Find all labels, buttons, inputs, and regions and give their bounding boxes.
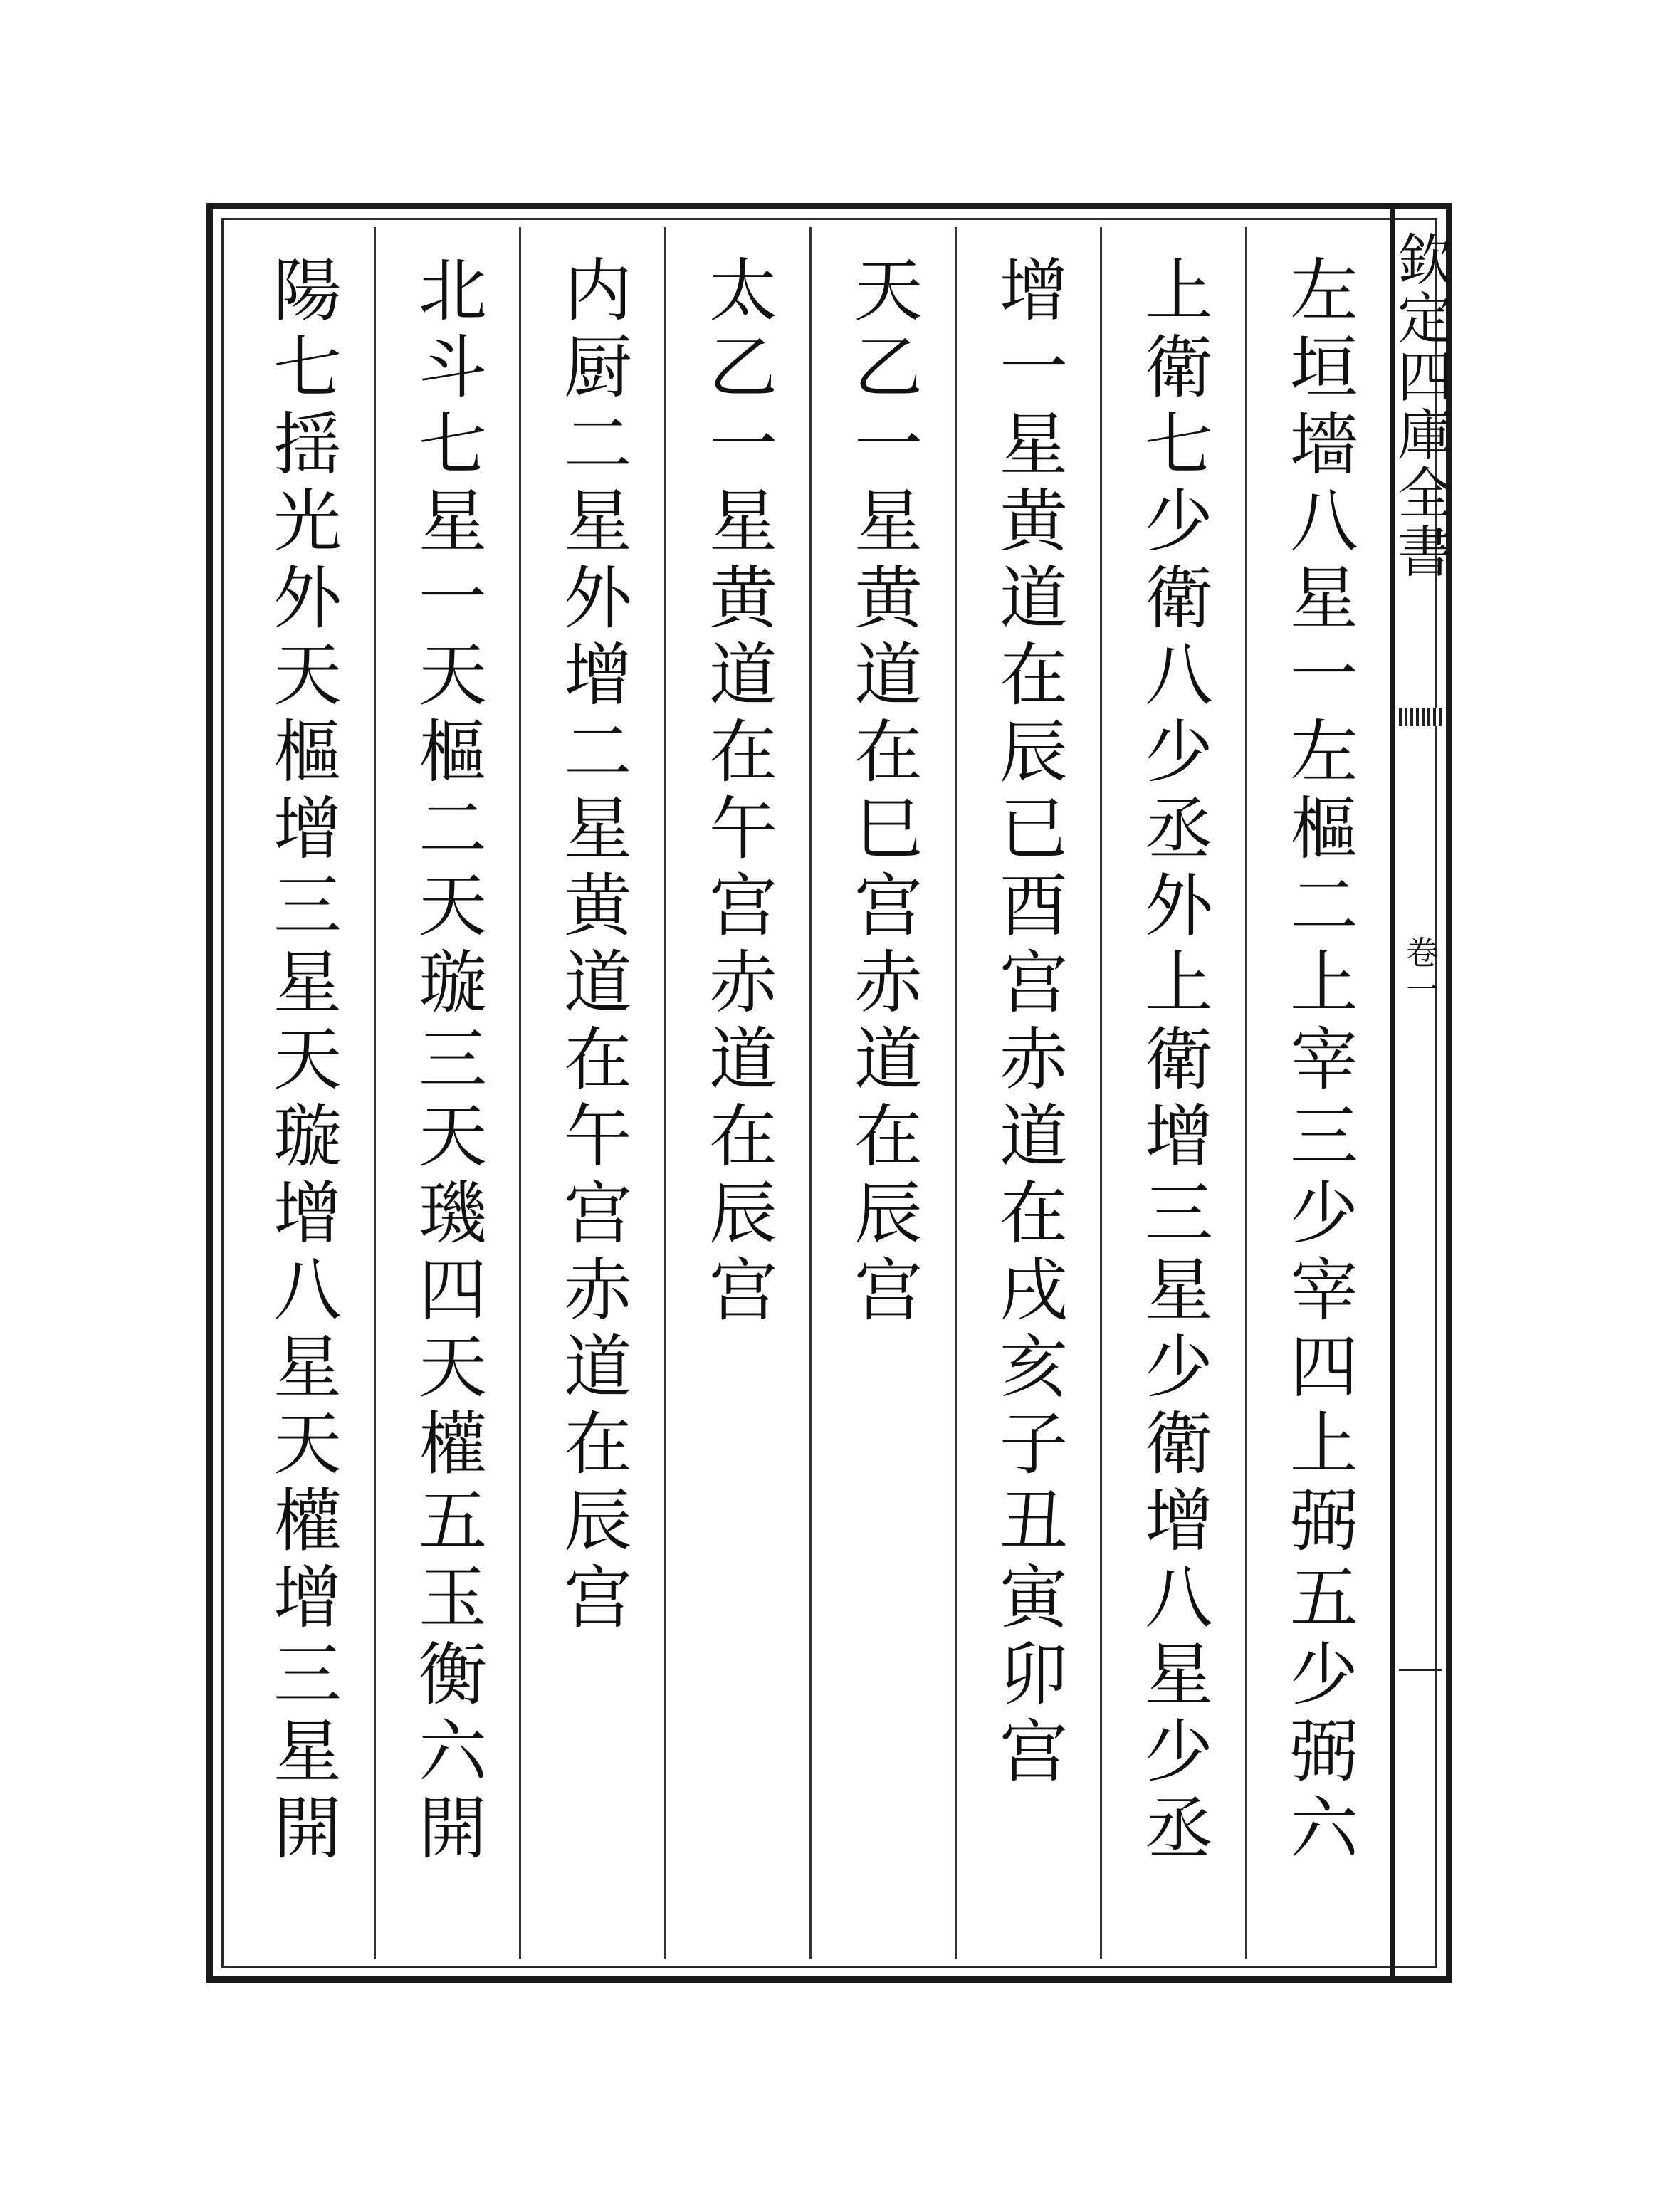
column-text: 上衛七少衛八少丞外上衛增三星少衛增八星少丞 [1133,254,1214,1869]
text-column-3 [955,227,1100,1959]
text-column-8 [231,227,374,1959]
column-text: 北斗七星一天樞二天璇三天璣四天權五玉衡六開 [407,254,488,1869]
text-column-2 [1100,227,1245,1959]
column-text: 天乙一星黄道在巳宫赤道在辰宫 [843,254,923,1331]
fishtail-ornament [1399,708,1442,726]
text-column-1 [1245,227,1390,1959]
text-column-7 [374,227,519,1959]
column-text: 太乙一星黄道在午宫赤道在辰宫 [698,254,778,1331]
column-text: 内厨二星外增二星黄道在午宫赤道在辰宫 [552,254,633,1638]
text-column-5 [664,227,809,1959]
text-column-4 [809,227,955,1959]
text-column-6 [519,227,664,1959]
column-text: 陽七揺光外天樞增三星天璇增八星天權增三星開 [262,254,342,1869]
column-text: 增一星黄道在辰已酉宫赤道在戌亥子丑寅卯宫 [988,254,1069,1792]
page-frame [206,203,1452,1983]
text-area [231,227,1390,1959]
book-title: 欽定四庫全書 [1388,231,1452,581]
margin-strip [1388,209,1452,1976]
margin-divider [1399,1669,1442,1671]
column-text: 左垣墻八星一左樞二上宰三少宰四上弼五少弼六 [1279,254,1359,1869]
juan-label: 卷一 [1401,935,1439,1010]
